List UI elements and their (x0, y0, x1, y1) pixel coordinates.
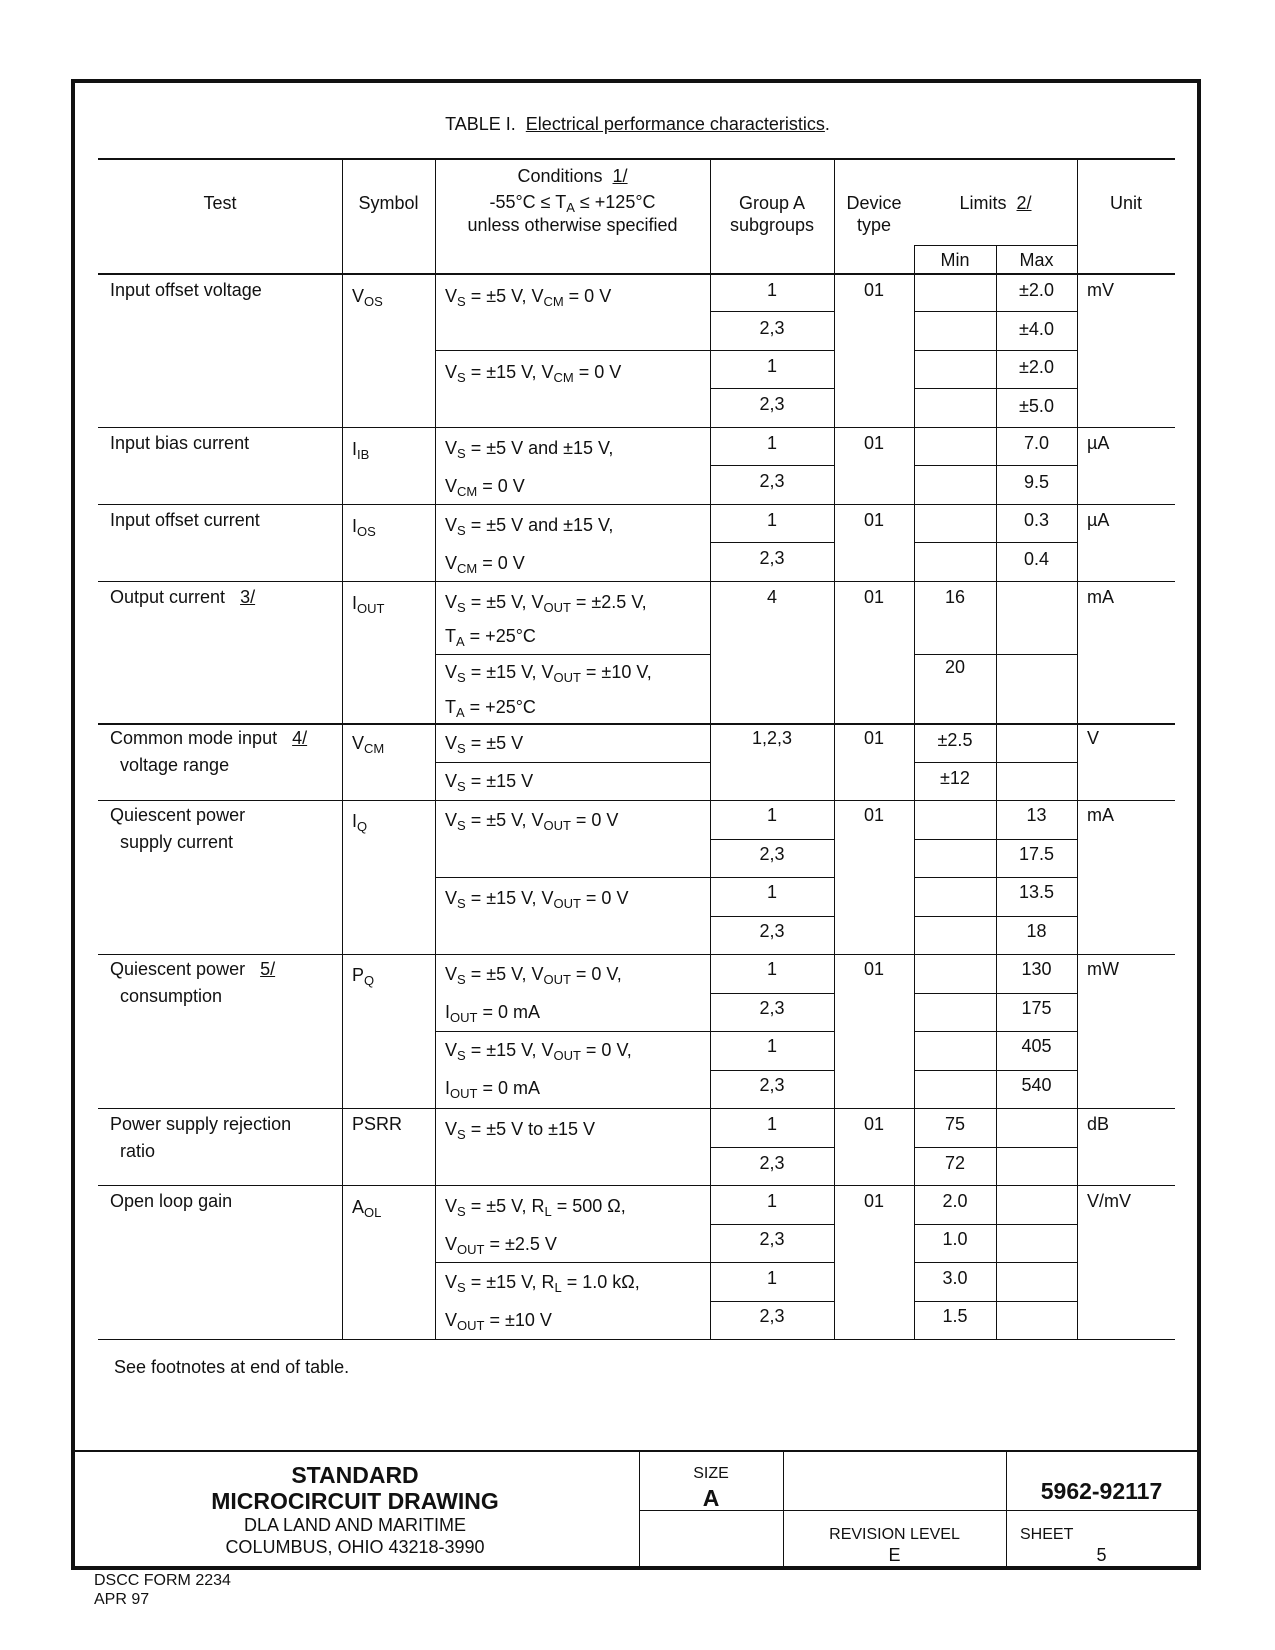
header-conditions-note: unless otherwise specified (467, 215, 678, 235)
subgroup: 1 (766, 433, 777, 453)
header-temp-range: $-55^\circ C \le T_A \le +125^\circ C$ (489, 192, 656, 215)
sheet-label: SHEET (1020, 1526, 1074, 1543)
test-input-offset-current: Input offset current (110, 510, 260, 530)
device-type: 01 (863, 1191, 885, 1211)
test-open-loop-gain: Open loop gain (110, 1191, 233, 1211)
symbol-pq: $P_Q$ (352, 965, 375, 988)
subgroup: 2,3 (759, 318, 785, 338)
unit: mW (1087, 959, 1119, 979)
subgroup: 2,3 (759, 1075, 785, 1095)
symbol-vcm: $V_{CM}$ (352, 733, 385, 756)
footnote: See footnotes at end of table. (114, 1357, 350, 1377)
limit-max: ±4.0 (1019, 319, 1054, 339)
subgroup: 2,3 (759, 1306, 785, 1326)
form-number: DSCC FORM 2234 (94, 1572, 231, 1589)
limit-max: ±5.0 (1019, 396, 1054, 416)
device-type: 01 (863, 433, 885, 453)
condition: $T_A = +25^\circ C$ (445, 626, 536, 649)
test-voltage-range: voltage range (120, 755, 230, 775)
condition: $V_S = \pm 15$ V, $R_L = 1.0$ kΩ, (445, 1272, 640, 1295)
condition: $V_S = \pm 5$ V (445, 733, 524, 756)
test-supply-current: supply current (120, 832, 234, 852)
symbol-iq: $I_Q$ (352, 811, 368, 834)
test-input-offset-voltage: Input offset voltage (110, 280, 262, 300)
header-device: Device (846, 193, 902, 213)
condition: $I_{OUT} = 0$ mA (445, 1078, 540, 1101)
condition: $V_{OUT} = \pm 10$ V (445, 1310, 552, 1333)
symbol-ios: $I_{OS}$ (352, 516, 376, 539)
header-limits: Limits 2/ (959, 193, 1032, 213)
header-max: Max (1019, 250, 1054, 270)
subgroup: 1 (766, 280, 777, 300)
test-input-bias-current: Input bias current (110, 433, 250, 453)
limit-max: 130 (1021, 959, 1052, 979)
condition: $V_S = \pm 15$ V, $V_{CM} = 0$ V (445, 362, 622, 385)
subgroup: 4 (766, 587, 777, 607)
unit: V (1087, 728, 1100, 748)
subgroup: 1 (766, 1036, 777, 1056)
symbol-iout: $I_{OUT}$ (352, 593, 385, 616)
condition: $V_S = \pm 5$ V, $R_L = 500$ Ω, (445, 1196, 626, 1219)
subgroup: 2,3 (759, 998, 785, 1018)
subgroup: 2,3 (759, 548, 785, 568)
header-group-a-sub: subgroups (729, 215, 815, 235)
table-title: TABLE I. Electrical performance characteristics. (445, 114, 830, 134)
condition: $V_S = \pm 5$ V, $V_{OUT} = 0$ V, (445, 964, 622, 987)
unit: mV (1087, 280, 1114, 300)
subgroup: 2,3 (759, 1153, 785, 1173)
test-quiescent-power: Quiescent power (110, 805, 246, 825)
limit-max: 540 (1021, 1075, 1052, 1095)
condition: $V_{OUT} = \pm 2.5$ V (445, 1234, 557, 1257)
subgroup: 2,3 (759, 844, 785, 864)
unit: mA (1087, 587, 1114, 607)
limit-min: 1.0 (942, 1229, 968, 1249)
limit-max: 7.0 (1023, 433, 1050, 453)
limit-max: 13.5 (1018, 882, 1055, 902)
test-quiescent-power: Quiescent power 5/ (110, 959, 276, 979)
limit-max: 0.4 (1023, 549, 1050, 569)
limit-min: 1.5 (942, 1306, 968, 1326)
limit-max: 0.3 (1023, 510, 1050, 530)
device-type: 01 (863, 280, 885, 300)
test-consumption: consumption (120, 986, 223, 1006)
footer-agency: DLA LAND AND MARITIME (243, 1515, 467, 1535)
subgroup: 1 (766, 959, 777, 979)
device-type: 01 (863, 587, 885, 607)
subgroup: 1 (766, 1191, 777, 1211)
limit-min: 3.0 (942, 1268, 968, 1288)
condition: $V_{CM} = 0$ V (445, 553, 525, 576)
unit: µA (1087, 510, 1110, 530)
limit-min: 16 (944, 587, 966, 607)
limit-max: 13 (1026, 805, 1047, 825)
unit: mA (1087, 805, 1114, 825)
condition: $V_S = \pm 5$ V, $V_{OUT} = 0$ V (445, 810, 619, 833)
header-min: Min (940, 250, 970, 270)
form-date: APR 97 (94, 1591, 150, 1608)
limit-min: ±12 (940, 768, 970, 788)
revision-value: E (888, 1545, 901, 1565)
footer-standard: STANDARD (291, 1462, 419, 1488)
unit: dB (1087, 1114, 1110, 1134)
header-unit: Unit (1109, 193, 1142, 213)
test-ratio: ratio (120, 1141, 156, 1161)
header-test: Test (203, 193, 237, 213)
condition: $V_S = \pm 5$ V, $V_{OUT} = \pm 2.5$ V, (445, 592, 647, 615)
device-type: 01 (863, 805, 885, 825)
symbol-iib: $I_{IB}$ (352, 439, 370, 462)
symbol-aol: $A_{OL}$ (352, 1197, 382, 1220)
footer-drawing: MICROCIRCUIT DRAWING (211, 1488, 499, 1514)
limit-max: 18 (1026, 921, 1047, 941)
condition: $V_S = \pm 5$ V and ±15 V, (445, 438, 614, 461)
limit-min: 75 (944, 1114, 966, 1134)
limit-min: 20 (944, 657, 966, 677)
subgroup: 1 (766, 882, 777, 902)
test-output-current: Output current 3/ (110, 587, 256, 607)
condition: $V_{CM} = 0$ V (445, 476, 525, 499)
subgroup: 1 (766, 1268, 777, 1288)
limit-max: 175 (1021, 998, 1052, 1018)
size-value: A (702, 1485, 720, 1511)
subgroup: 2,3 (759, 471, 785, 491)
unit: V/mV (1087, 1191, 1132, 1211)
test-common-mode-input: Common mode input 4/ (110, 728, 308, 748)
header-device-type: type (856, 215, 892, 235)
condition: $V_S = \pm 15$ V, $V_{OUT} = 0$ V, (445, 1040, 632, 1063)
subgroup: 1,2,3 (751, 728, 793, 748)
limit-min: ±2.5 (937, 730, 973, 750)
limit-min: 72 (944, 1153, 966, 1173)
condition: $V_S = \pm 5$ V and ±15 V, (445, 515, 614, 538)
limit-max: 9.5 (1023, 472, 1050, 492)
condition: $V_S = \pm 15$ V, $V_{OUT} = \pm 10$ V, (445, 662, 652, 685)
symbol-psrr: PSRR (352, 1114, 403, 1134)
symbol-vos: $V_{OS}$ (352, 286, 383, 309)
revision-label: REVISION LEVEL (829, 1526, 960, 1543)
condition: $V_S = \pm 15$ V (445, 771, 534, 794)
condition: $I_{OUT} = 0$ mA (445, 1002, 540, 1025)
subgroup: 1 (766, 510, 777, 530)
condition: $V_S = \pm 5$ V to ±15 V (445, 1119, 596, 1142)
condition: $V_S = \pm 5$ V, $V_{CM} = 0$ V (445, 286, 612, 309)
header-conditions: Conditions 1/ (517, 166, 628, 186)
test-psrr: Power supply rejection (110, 1114, 292, 1134)
header-group-a: Group A (738, 193, 806, 213)
footer-address: COLUMBUS, OHIO 43218-3990 (225, 1537, 485, 1557)
subgroup: 1 (766, 1114, 777, 1134)
condition: $V_S = \pm 15$ V, $V_{OUT} = 0$ V (445, 888, 629, 911)
limit-max: ±2.0 (1019, 280, 1054, 300)
limit-min: 2.0 (942, 1191, 968, 1211)
doc-number: 5962-92117 (1040, 1478, 1163, 1504)
condition: $T_A = +25^\circ C$ (445, 697, 536, 720)
device-type: 01 (863, 959, 885, 979)
size-label: SIZE (693, 1465, 729, 1482)
subgroup: 2,3 (759, 394, 785, 414)
subgroup: 2,3 (759, 1229, 785, 1249)
subgroup: 1 (766, 805, 777, 825)
device-type: 01 (863, 510, 885, 530)
subgroup: 1 (766, 356, 777, 376)
device-type: 01 (863, 728, 885, 748)
limit-max: ±2.0 (1019, 357, 1054, 377)
limit-max: 17.5 (1018, 844, 1055, 864)
unit: µA (1087, 433, 1110, 453)
device-type: 01 (863, 1114, 885, 1134)
header-symbol: Symbol (358, 193, 419, 213)
subgroup: 2,3 (759, 921, 785, 941)
limit-max: 405 (1021, 1036, 1052, 1056)
sheet-value: 5 (1096, 1545, 1107, 1565)
